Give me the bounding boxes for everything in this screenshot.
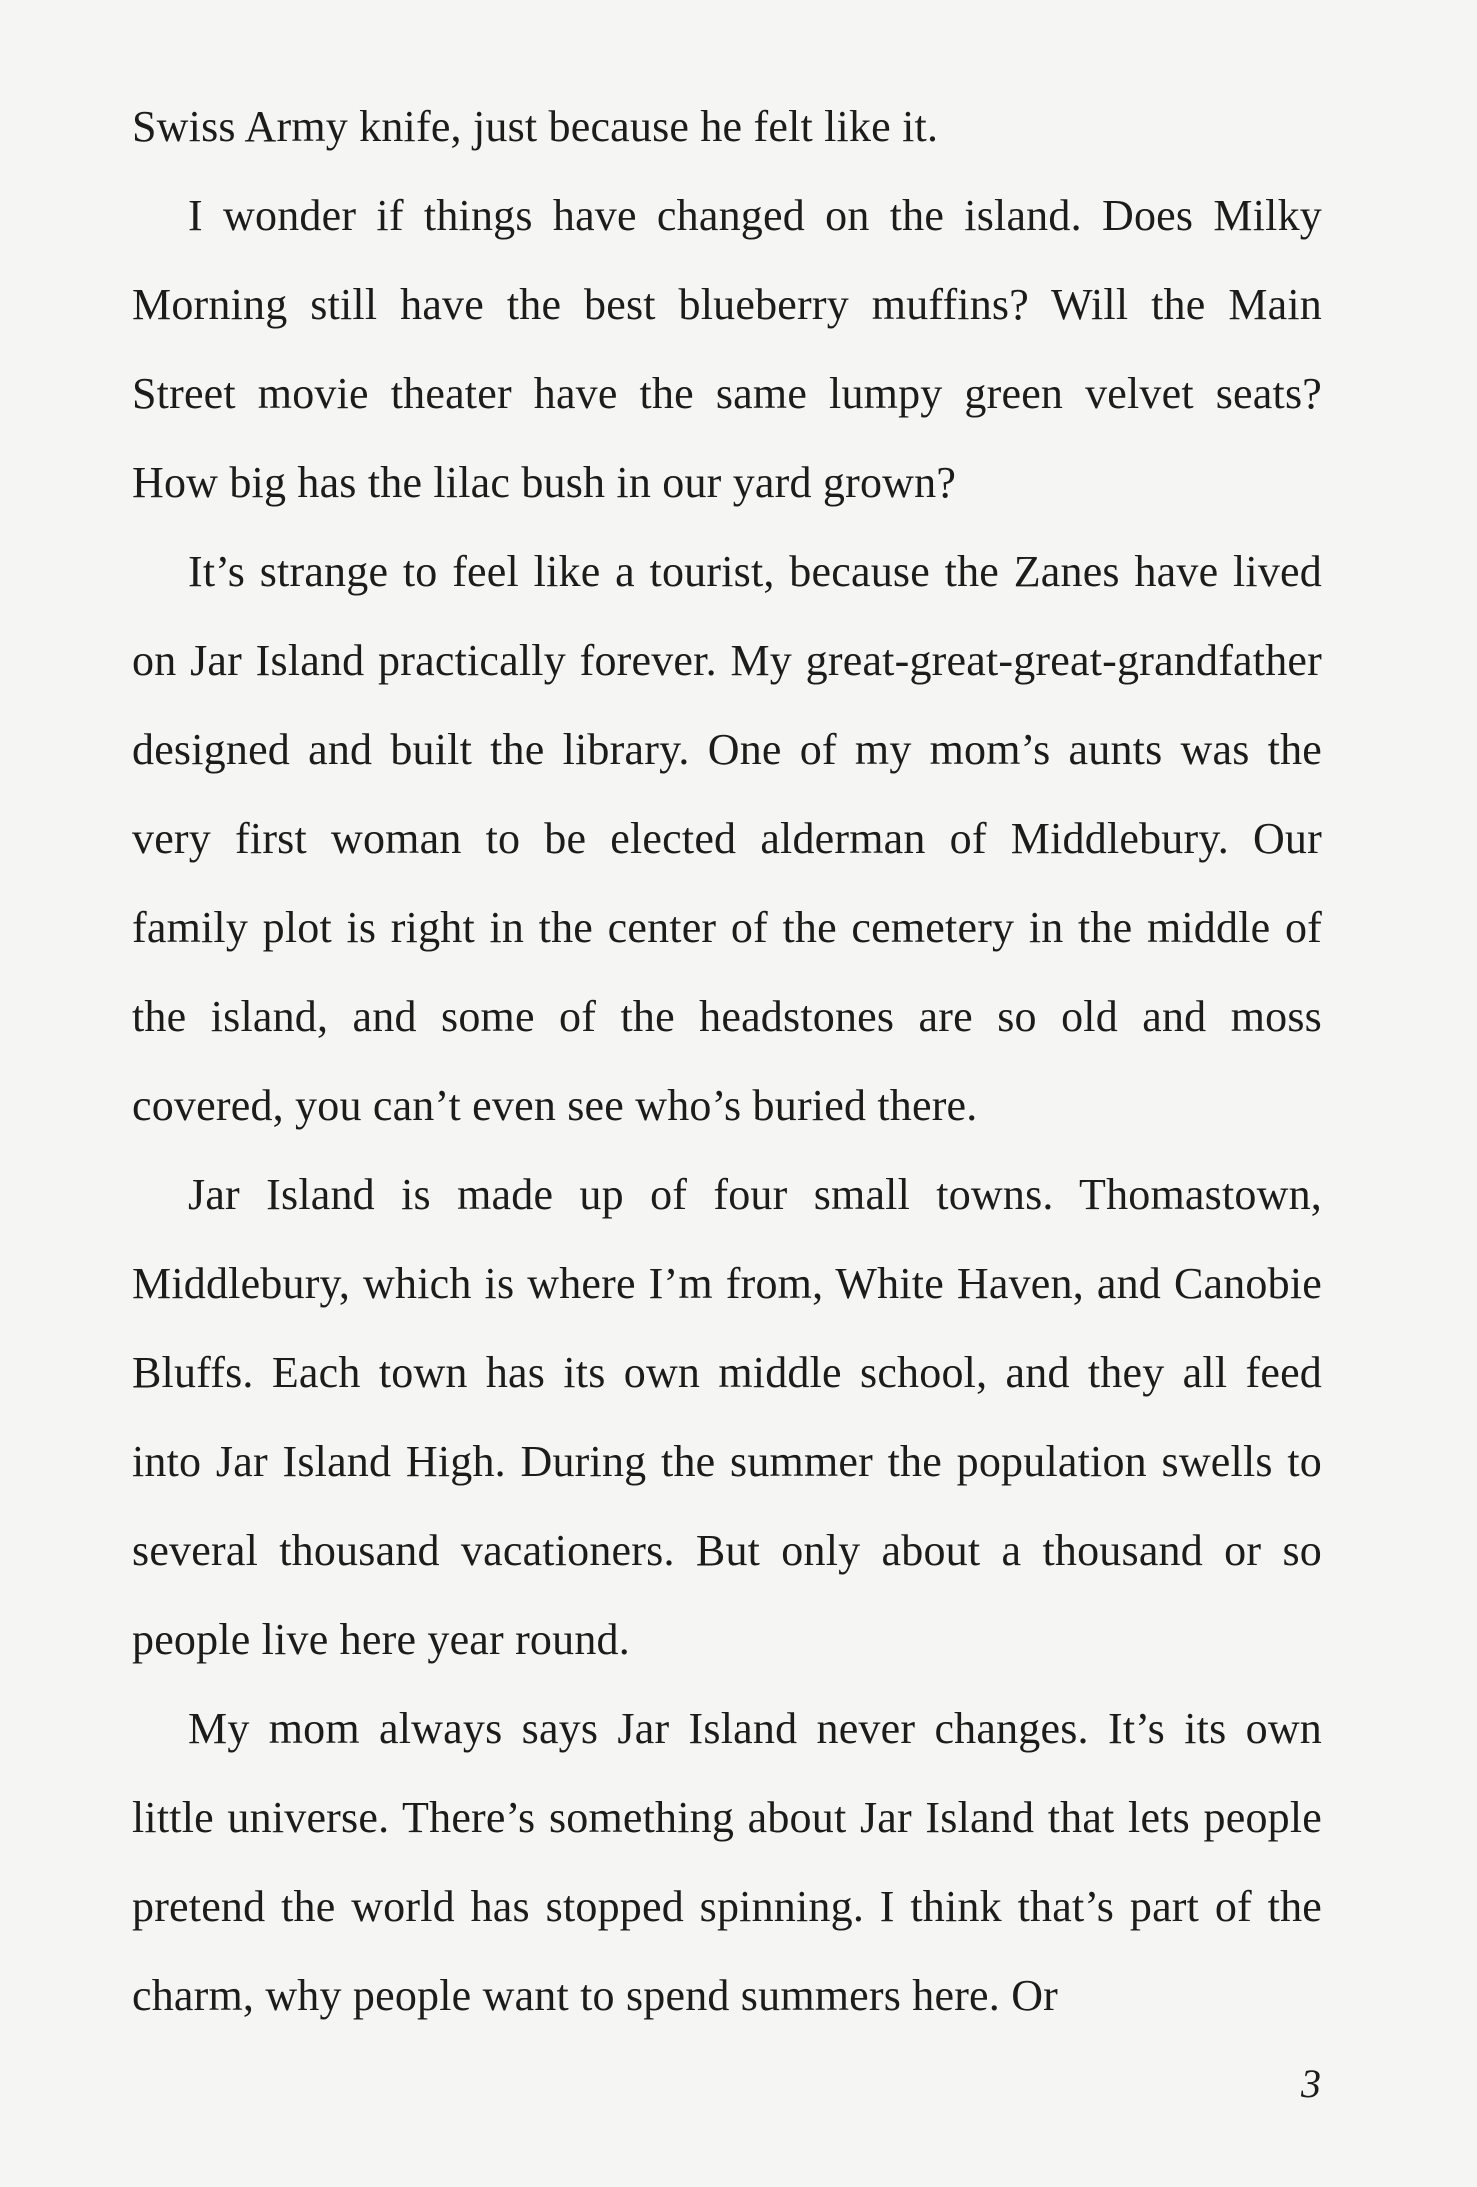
paragraph-2: I wonder if things have changed on the island. Does Milky Morning still have the best blueberry muffins? Will the Main Street movie theater have the same lumpy green velvet seats? How big has the lilac bush in our yard grown? xyxy=(132,191,1322,507)
paragraph-4: Jar Island is made up of four small towns. Thomastown, Middlebury, which is where I’m from, White Haven, and Canobie Bluffs. Each town has its own middle school, and they all feed into Jar Island High. During the summer the population swells to several thousand vacationers. But only about a thousand or so people live here year round. xyxy=(132,1170,1322,1664)
body-text xyxy=(132,82,1322,2040)
page-number: 3 xyxy=(1301,2061,1321,2106)
paragraph-3: It’s strange to feel like a tourist, because the Zanes have lived on Jar Island practically forever. My great-great-great-grandfather designed and built the library. One of my mom’s aunts was the very first woman to be elected alderman of Middlebury. Our family plot is right in the center of the cemetery in the middle of the island, and some of the headstones are so old and moss covered, you can’t even see who’s buried there. xyxy=(132,547,1322,1130)
paragraph-5: My mom always says Jar Island never changes. It’s its own little universe. There’s something about Jar Island that lets people pretend the world has stopped spinning. I think that’s part of the charm, why people want to spend summers here. Or xyxy=(132,1704,1322,2020)
paragraph-1: Swiss Army knife, just because he felt like it. xyxy=(132,102,939,151)
